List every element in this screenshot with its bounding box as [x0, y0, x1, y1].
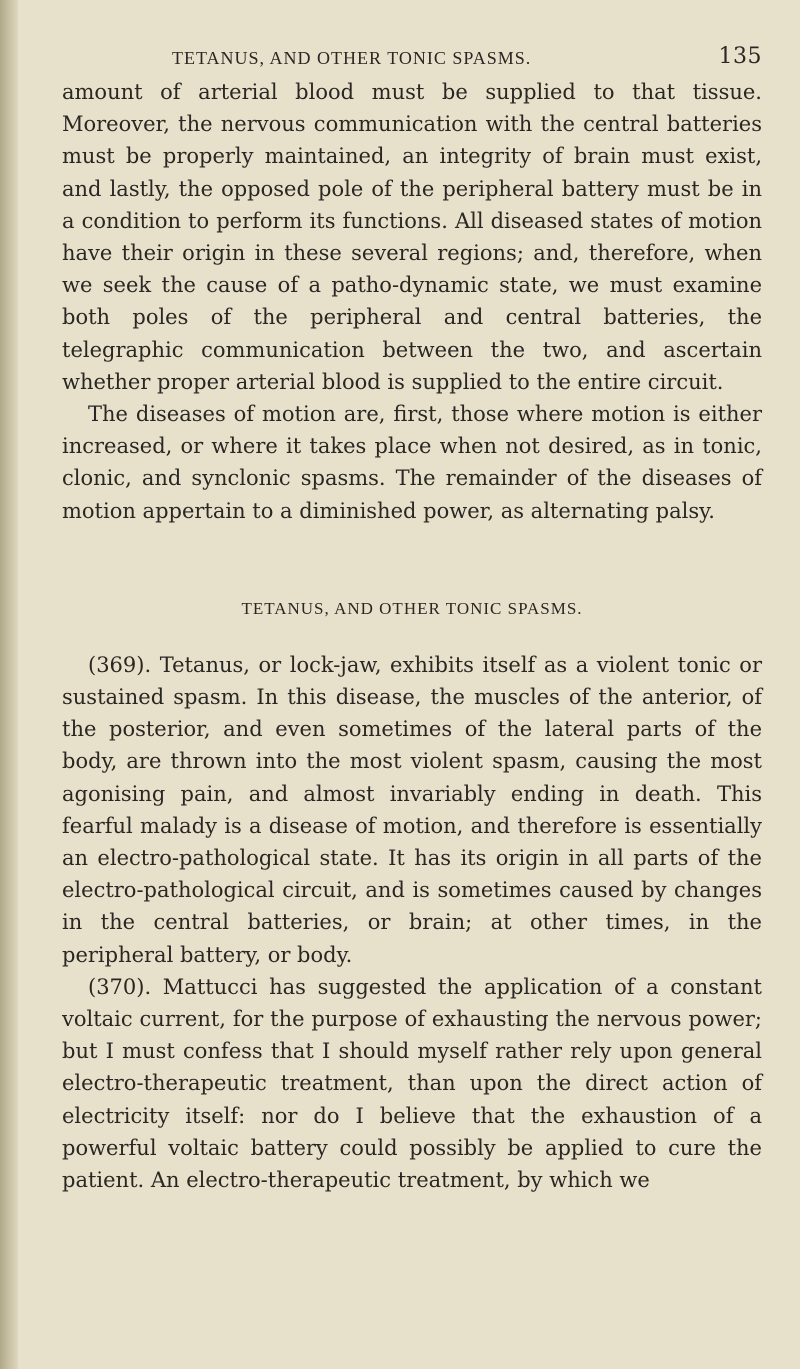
- paragraph-continued: amount of arterial blood must be supplied to that tissue. Moreover, the nervous communication with the central batteries must be properly maintained, an integrity of brain must exist, and lastly, the opposed pole of the peripheral battery must be in a condition to perform its functions. All diseased states of motion have their origin in these several regions; and, therefore, when we seek the cause of a patho-dynamic state, we must examine both poles of the peripheral and central batteries, the telegraphic communication between the two, and ascertain whether proper arterial blood is supplied to the entire circuit.: [62, 80, 762, 394]
- book-page: [62, 40, 762, 1196]
- paragraph-369: (369). Tetanus, or lock-jaw, exhibits itself as a violent tonic or sustained spasm. In this disease, the muscles of the anterior, of the posterior, and even sometimes of the lateral parts of the body, are thrown into the most violent spasm, causing the most agonising pain, and almost invariably ending in death. This fearful malady is a disease of motion, and therefore is essentially an electro-pathological state. It has its origin in all parts of the electro-pathological circuit, and is sometimes caused by changes in the central batteries, or brain; at other times, in the peripheral battery, or body.: [62, 652, 762, 967]
- book-spine-shadow: [0, 0, 18, 1369]
- section-heading: TETANUS, AND OTHER TONIC SPASMS.: [241, 598, 583, 618]
- page-number: 135: [718, 44, 762, 69]
- running-header: [62, 40, 762, 76]
- paragraph-diseases-of-motion: The diseases of motion are, first, those where motion is either increased, or where it takes place when not desired, as in tonic, clonic, and synclonic spasms. The remainder of the diseases of motion appertain to a diminished power, as alternating palsy.: [62, 402, 762, 523]
- running-title: TETANUS, AND OTHER TONIC SPASMS.: [172, 48, 532, 68]
- paragraph-370: (370). Mattucci has suggested the application of a constant voltaic current, for the purpose of exhausting the nervous power; but I must confess that I should myself rather rely upon general electro-therapeutic treatment, than upon the direct action of electricity itself: nor do I believe that the exhaustion of a powerful voltaic battery could possibly be applied to cure the patient. An electro-therapeutic treatment, by which we: [62, 974, 762, 1193]
